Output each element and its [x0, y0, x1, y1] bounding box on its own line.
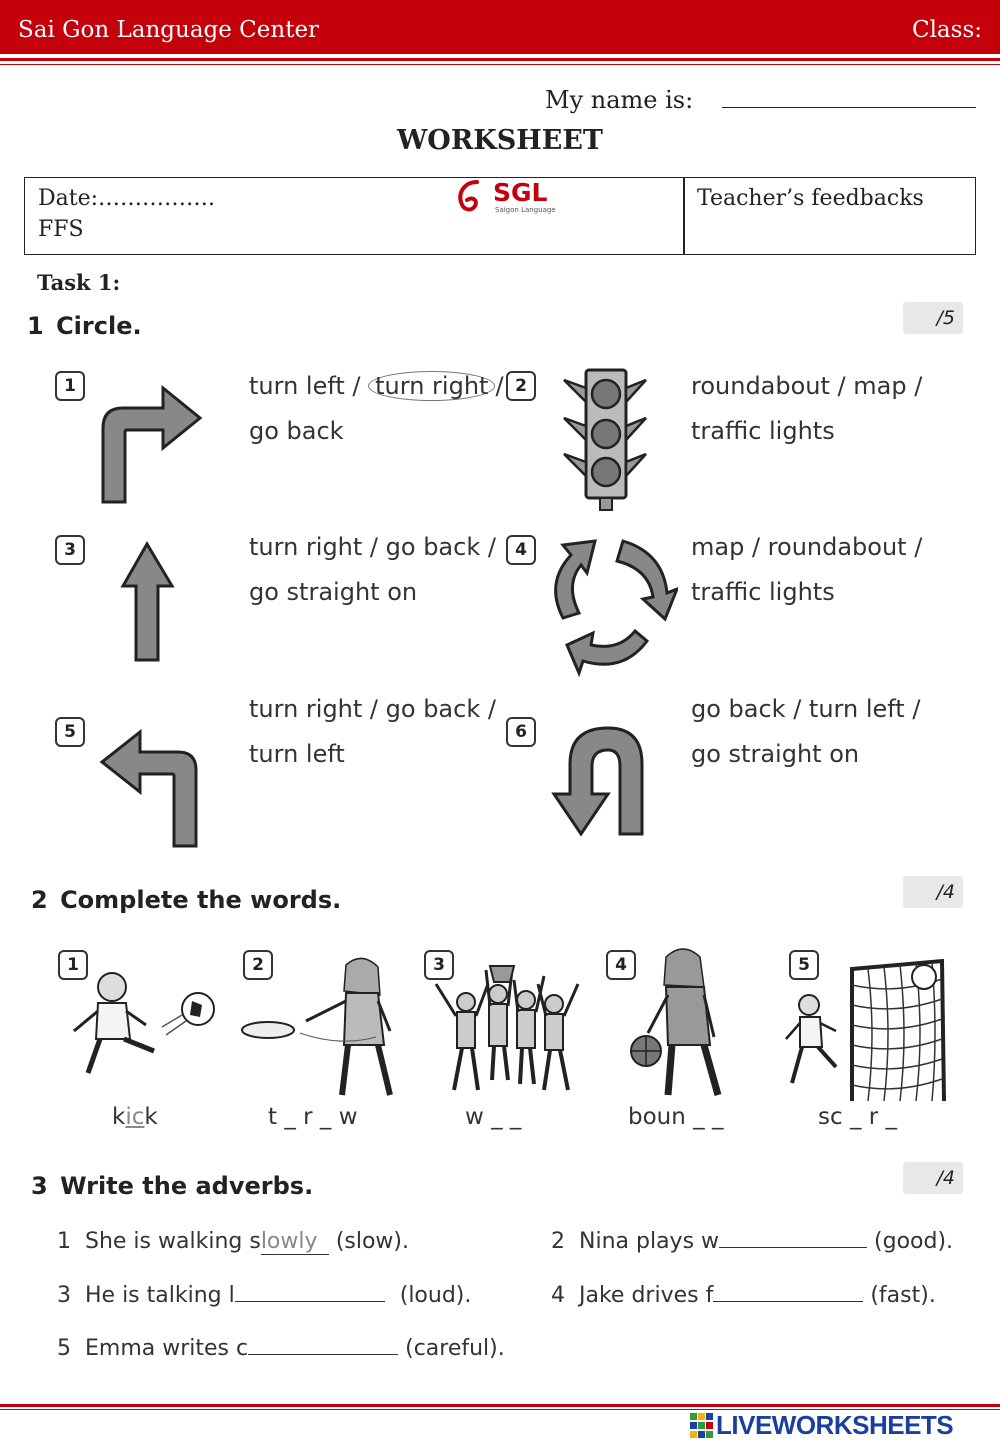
section1-heading — [27, 312, 142, 340]
item-number: 2 — [506, 371, 536, 401]
item6-options — [691, 687, 920, 777]
adverb-item-1 — [57, 1229, 409, 1255]
liveworksheets-logo-icon — [690, 1413, 714, 1439]
turn-left-arrow-icon — [98, 728, 203, 850]
section3-number: 3 — [31, 1172, 48, 1200]
goal-net-icon — [784, 955, 949, 1103]
item-number: 6 — [506, 717, 536, 747]
filled-letter[interactable]: i — [125, 1104, 132, 1130]
section3-score: /4 — [903, 1162, 963, 1194]
traffic-light-icon — [560, 366, 650, 511]
section2-title: Complete the words. — [60, 886, 342, 914]
roundabout-icon — [543, 533, 678, 678]
section1-title: Circle. — [56, 312, 142, 340]
item2-options — [691, 364, 922, 454]
sentence-text: Jake drives f — [579, 1283, 714, 1308]
sentence-text: Nina plays w — [579, 1229, 720, 1254]
hint-text: (fast). — [870, 1283, 936, 1308]
item-number: 3 — [55, 535, 85, 565]
item4-options — [691, 525, 922, 615]
option-text: turn right / go back / — [249, 695, 496, 723]
header-divider — [0, 58, 1000, 61]
sgl-logo-icon — [455, 178, 485, 216]
logo-text: SGL — [493, 178, 548, 207]
option-text: turn right / go back / — [249, 533, 496, 561]
footer-divider — [0, 1404, 1000, 1407]
sentence-text: He is talking l — [85, 1283, 235, 1308]
teacher-feedback-label: Teacher’s feedbacks — [697, 186, 924, 211]
option-text: turn left / — [249, 372, 361, 400]
basketball-girl-icon — [628, 945, 748, 1100]
name-label: My name is: — [545, 86, 694, 114]
section3-title: Write the adverbs. — [60, 1172, 314, 1200]
adverb-item-5 — [57, 1336, 505, 1361]
logo-subtext: Saigon Language — [495, 206, 556, 214]
center-name: Sai Gon Language Center — [18, 17, 320, 43]
option-text: go straight on — [691, 740, 860, 768]
option-text: go back / turn left / — [691, 695, 921, 723]
circled-answer[interactable]: turn right — [368, 371, 495, 401]
section3-heading — [31, 1172, 313, 1200]
item3-options — [249, 525, 496, 615]
hint-text: (good). — [874, 1229, 954, 1254]
answer-field[interactable] — [235, 1301, 385, 1302]
option-text: roundabout / map / — [691, 372, 923, 400]
section1-score: /5 — [903, 302, 963, 334]
word-win[interactable]: w _ _ — [465, 1104, 522, 1130]
item-number: 3 — [57, 1283, 71, 1308]
item-number: 5 — [57, 1336, 71, 1361]
item-number: 4 — [606, 950, 636, 980]
sgl-logo — [455, 178, 565, 218]
kicking-boy-icon — [62, 965, 217, 1090]
section2-score: /4 — [903, 876, 963, 908]
task-label: Task 1: — [37, 270, 121, 295]
item-number: 1 — [58, 950, 88, 980]
item-number: 1 — [57, 1229, 71, 1254]
page-title: WORKSHEET — [396, 125, 603, 156]
option-text: turn left — [249, 740, 345, 768]
sentence-text: Emma writes c — [85, 1336, 249, 1361]
item-number: 2 — [243, 950, 273, 980]
option-text: go straight on — [249, 578, 418, 606]
option-text: map / roundabout / — [691, 533, 923, 561]
item1-options — [249, 364, 504, 454]
straight-arrow-icon — [120, 540, 175, 665]
hint-text: (careful). — [405, 1336, 505, 1361]
celebrating-team-icon — [426, 960, 588, 1100]
answer-field[interactable] — [713, 1301, 863, 1302]
word-kick — [112, 1104, 158, 1130]
filled-letter[interactable]: c — [131, 1104, 145, 1130]
u-turn-arrow-icon — [550, 722, 650, 840]
section2-heading — [31, 886, 341, 914]
option-text: / — [495, 372, 504, 400]
sentence-text: She is walking s — [85, 1229, 261, 1254]
hint-text: (loud). — [399, 1283, 472, 1308]
item-number: 2 — [551, 1229, 565, 1254]
adverb-item-3 — [57, 1283, 471, 1308]
word-letter: k — [112, 1104, 126, 1130]
word-letter: k — [144, 1104, 158, 1130]
option-text: traffic lights — [691, 578, 835, 606]
item-number: 3 — [424, 950, 454, 980]
header-divider-thin — [0, 64, 1000, 65]
name-field[interactable] — [722, 107, 976, 108]
liveworksheets-brand: LIVEWORKSHEETS — [716, 1410, 954, 1440]
option-text: go back — [249, 417, 344, 445]
word-throw[interactable]: t _ r _ w — [268, 1104, 358, 1130]
item-number: 5 — [789, 950, 819, 980]
item-number: 5 — [55, 717, 85, 747]
adverb-item-2 — [551, 1229, 953, 1254]
hint-text: (slow). — [335, 1229, 409, 1254]
turn-right-arrow-icon — [95, 380, 205, 505]
answer-field[interactable] — [719, 1247, 867, 1248]
word-score[interactable]: sc _ r _ — [818, 1104, 898, 1130]
word-bounce[interactable]: boun _ _ — [628, 1104, 724, 1130]
date-field[interactable]: Date:……………. — [38, 186, 216, 211]
item-number: 4 — [506, 535, 536, 565]
item-number: 1 — [55, 371, 85, 401]
answer-field[interactable]: lowly — [261, 1229, 329, 1255]
item-number: 4 — [551, 1283, 565, 1308]
item5-options — [249, 687, 496, 777]
info-box-divider — [683, 177, 685, 255]
liveworksheets-logo — [690, 1412, 990, 1440]
section2-number: 2 — [31, 886, 48, 914]
answer-field[interactable] — [248, 1354, 398, 1355]
class-label: Class: — [911, 17, 982, 43]
option-text: traffic lights — [691, 417, 835, 445]
adverb-item-4 — [551, 1283, 936, 1308]
section1-number: 1 — [27, 312, 44, 340]
frisbee-girl-icon — [240, 955, 410, 1100]
ffs-label: FFS — [38, 217, 84, 242]
